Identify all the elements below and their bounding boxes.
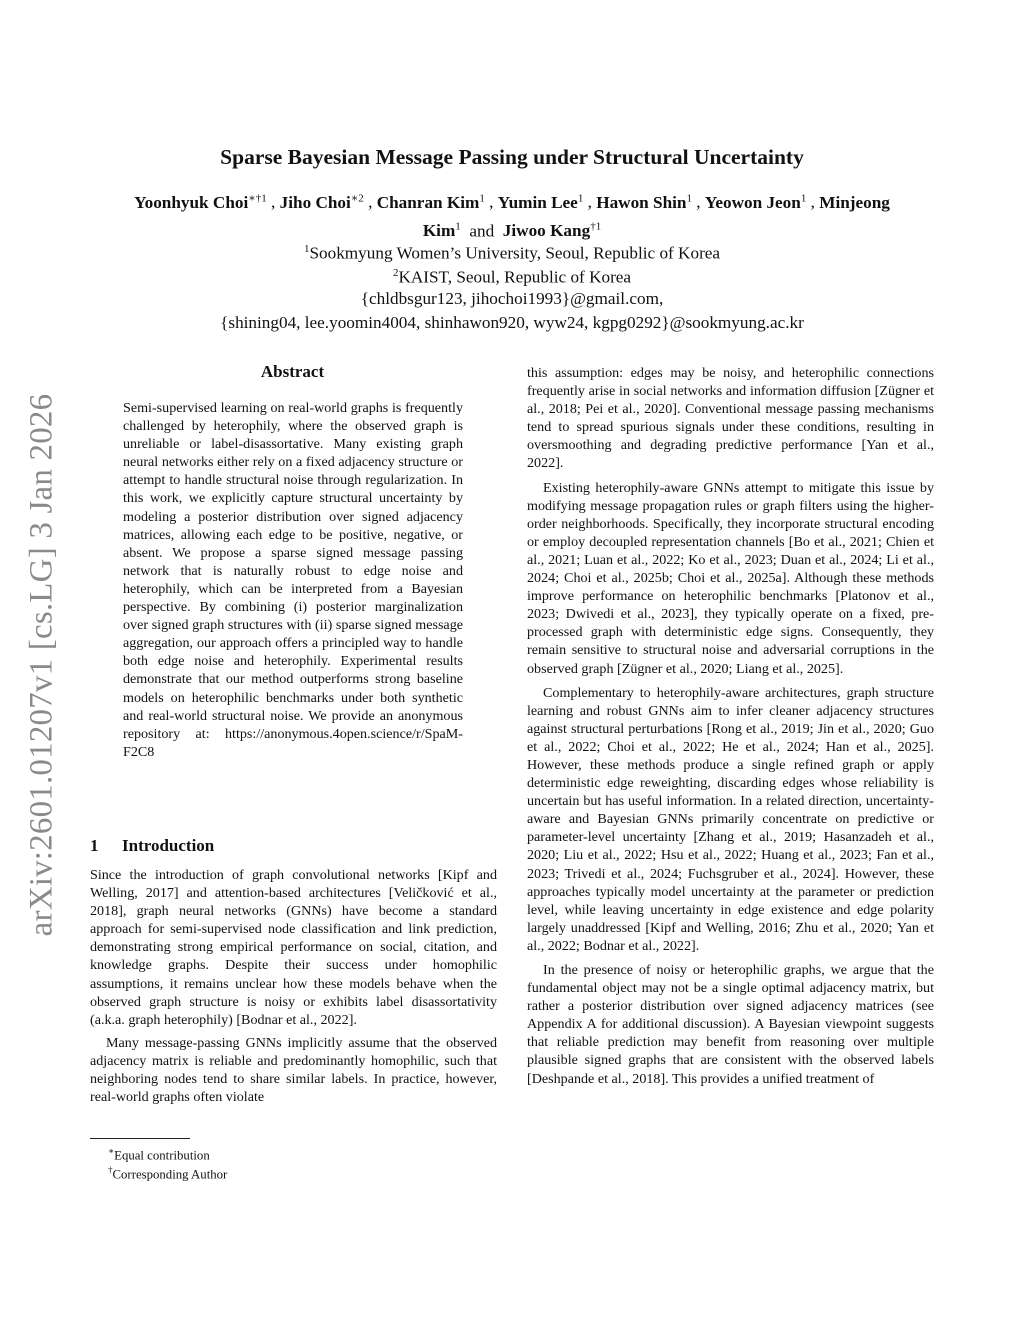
author: Jiho Choi$^{∗2}$	[279, 192, 364, 212]
author: Minjeong Kim$^1$	[422, 192, 890, 241]
section-title: Introduction	[122, 836, 215, 855]
paragraph: Since the introduction of graph convolutional networks [Kipf and Welling, 2017] and attention-based architectures [Veličković et al., 2018], graph neural networks (GNNs) have become a standard approach for semi-supervised node classification and link prediction, demonstrating strong empirical performance on social, citation, and knowledge graphs. Despite their success under homophilic assumptions, it remains unclear how these models behave when the observed graph structure is noisy or exhibits label disassortativity (a.k.a. graph heterophily) [Bodnar et al., 2022].	[90, 867, 497, 1028]
paragraph: this assumption: edges may be noisy, and heterophilic connections frequently arise in social networks and information diffusion [Zügner et al., 2018; Pei et al., 2020]. Conventional message passing mechanisms tend to spread spurious signals under these conditions, resulting in oversmoothing and degrading predictive performance [Yan et al., 2022].	[527, 365, 934, 472]
footnote: †Corresponding Author	[108, 1165, 228, 1182]
footnote: ∗Equal contribution	[108, 1146, 210, 1163]
author: Chanran Kim$^1$	[376, 192, 485, 212]
email-line: {shining04, lee.yoomin4004, shinhawon920, wyw24, kgpg0292}@sookmyung.ac.kr	[220, 313, 804, 332]
affiliation: $^1$Sookmyung Women’s University, Seoul, Republic of Korea	[303, 243, 721, 263]
introduction-body	[90, 866, 497, 1106]
author-list: Yoonhyuk Choi$^{∗\dagger 1}$ , Jiho Choi$^{∗2}$ , Chanran Kim$^1$ , Yumin Lee$^1$ , Hawon Shin$^1$ , Yeowon Jeon$^1$ , Minjeong Kim$^1$ and Jiwoo Kang$^{\dagger 1}$	[134, 192, 890, 241]
paragraph: Complementary to heterophily-aware architectures, graph structure learning and robust GNNs aim to infer cleaner adjacency structures against structural perturbations [Rong et al., 2019; Jin et al., 2020; Guo et al., 2022; Choi et al., 2022; He et al., 2024; Han et al., 2025]. However, these methods produce a single refined graph or apply deterministic edge reweighting, discarding edges whose reliability is uncertain but has useful information. In a related direction, uncertainty-aware and Bayesian GNNs primarily concentrate on predictive or parameter-level uncertainty [Zhang et al., 2019; Hasanzadeh et al., 2020; Liu et al., 2022; Hsu et al., 2022; Huang et al., 2023; Fan et al., 2023; Trivedi et al., 2024; Fuchsgruber et al., 2024]. However, these approaches typically model uncertainty at the parameter or prediction level, while leaving uncertainty in edge existence and edge polarity largely unaddressed [Kipf and Welling, 2016; Zhu et al., 2020; Yan et al., 2022; Bodnar et al., 2022].	[527, 684, 934, 954]
abstract-text: Semi-supervised learning on real-world graphs is frequently challenged by heterophily, where the observed graph is unreliable or label-disassortative. Many existing graph neural networks either rely on a fixed adjacency structure or attempt to handle structural noise through regularization. In this work, we explicitly capture structural uncertainty by modeling a posterior distribution over signed adjacency matrices, allowing each edge to be positive, negative, or absent. We propose a sparse signed message passing network that is naturally robust to edge noise and heterophily, which can be interpreted from a Bayesian perspective. By combining (i) posterior marginalization over signed graph structures with (ii) sparse signed message aggregation, our approach offers a principled way to handle both edge noise and heterophily. Experimental results demonstrate that our method outperforms strong baseline models on heterophilic benchmarks under both synthetic and real-world structural noise. We provide an anonymous repository at: https://anonymous.4open.science/r/SpaM-F2C8	[123, 400, 463, 760]
paper-title: Sparse Bayesian Message Passing under Structural Uncertainty	[220, 145, 804, 169]
arxiv-sidebar-stamp	[2, 380, 82, 950]
author: Hawon Shin$^1$	[596, 192, 692, 212]
abstract-heading: Abstract	[260, 362, 325, 381]
affiliation: $^2$KAIST, Seoul, Republic of Korea	[392, 267, 632, 287]
abstract-body	[123, 399, 463, 761]
author: Yoonhyuk Choi$^{∗\dagger 1}$	[134, 192, 267, 212]
section-heading	[90, 836, 214, 856]
paragraph: In the presence of noisy or heterophilic graphs, we argue that the fundamental object may not be a single optimal adjacency matrix, but rather a posterior distribution over signed adjacency matrices (see Appendix A for additional discussion). A Bayesian viewpoint suggests that reliable prediction may benefit from reasoning over multiple plausible signed graphs that are consistent with the observed labels [Deshpande et al., 2018]. This provides a unified treatment of	[527, 962, 934, 1087]
right-column-body	[527, 364, 934, 1088]
author: Jiwoo Kang$^{\dagger 1}$	[502, 220, 602, 241]
author: Yeowon Jeon$^1$	[704, 192, 807, 212]
arxiv-identifier: arXiv:2601.01207v1 [cs.LG] 3 Jan 2026	[23, 393, 60, 937]
footnote-rule	[90, 1138, 190, 1139]
paragraph: Existing heterophily-aware GNNs attempt to mitigate this issue by modifying message propagation rules or graph filters using the higher-order neighborhoods. Specifically, they incorporate structural encoding or employ decoupled representation channels [Bo et al., 2021; Chien et al., 2021; Luan et al., 2022; Ko et al., 2023; Duan et al., 2024; Li et al., 2024; Choi et al., 2025b; Choi et al., 2025a]. Although these methods improve performance on heterophilic benchmarks [Platonov et al., 2023; Dwivedi et al., 2023], they typically operate on a fixed, pre-processed graph with deterministic edge signs. Consequently, they remain sensitive to structural noise and adversarial corruptions in the observed graph [Zügner et al., 2020; Liang et al., 2025].	[527, 479, 934, 677]
paragraph: Many message-passing GNNs implicitly assume that the observed adjacency matrix is reliable and predominantly homophilic, such that neighboring nodes tend to share similar labels. In practice, however, real-world graphs often violate	[90, 1034, 497, 1106]
author: Yumin Lee$^1$	[497, 192, 584, 212]
email-line: {chldbsgur123, jihochoi1993}@gmail.com,	[360, 289, 664, 308]
section-number: 1	[90, 836, 99, 855]
